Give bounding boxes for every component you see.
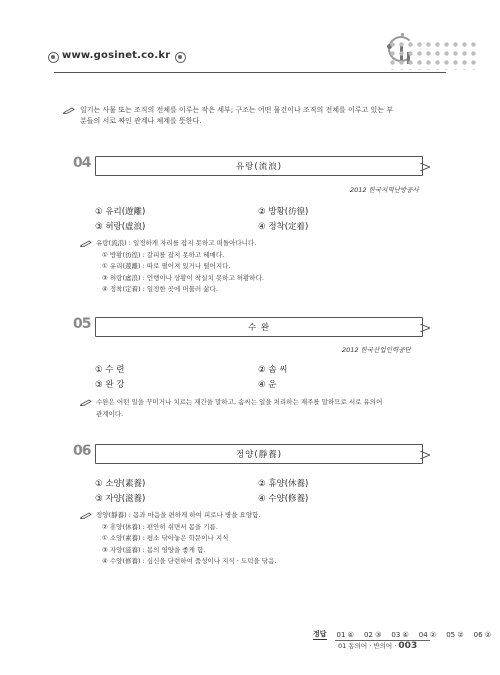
option-2: ② 방황(彷徨): [258, 207, 309, 217]
question-word-box: [95, 156, 423, 176]
explanation-line: 관계이다.: [96, 409, 124, 418]
option-2: ② 휴양(休養): [258, 479, 309, 489]
question-word-box: [95, 444, 423, 464]
explanation-line: ① 유리(遊離) : 따로 떨어져 있거나 떨어지다.: [102, 262, 231, 270]
explanation-line: ④ 수양(修養) : 심신을 단련하여 품성이나 지식 · 도덕을 닦음.: [102, 557, 277, 565]
pencil-icon: [63, 107, 76, 114]
pencil-icon: [80, 240, 93, 247]
question-source: 2012 한국산업인력공단: [342, 346, 411, 354]
pencil-icon: [80, 399, 93, 406]
explanation-line: ③ 자양(滋養) : 몸의 영양을 좋게 함.: [102, 545, 206, 554]
answer-item: 05 ②: [446, 630, 464, 639]
question-word: 수 완: [247, 323, 271, 333]
explanation-line: ① 방황(彷徨) : 갈피를 잡지 못하고 헤매다.: [102, 250, 225, 259]
option-4: ④ 정착(定着): [258, 222, 309, 232]
question-word-box: [95, 317, 423, 337]
explanation-line: 유랑(流浪) : 일정하게 자리를 잡지 못하고 떠돌아다니다.: [96, 239, 257, 247]
explanation-line: 정양(靜養) : 몸과 마음을 편하게 하여 피로나 병을 요양함.: [96, 511, 261, 519]
question-word: 정양(靜養): [235, 450, 283, 460]
explanation-line: ③ 허랑(虛浪) : 언행이나 상황이 착실치 못하고 허황하다.: [102, 273, 264, 282]
question-number: 05: [73, 316, 91, 332]
option-4: ④ 운: [258, 380, 277, 390]
question-number: 04: [73, 155, 91, 171]
explanation-line: ④ 정착(定着) : 일정한 곳에 머물러 삶다.: [102, 285, 218, 293]
option-1: ① 소양(素養): [95, 479, 146, 489]
arrow-tab-icon: [420, 451, 430, 459]
decorative-dot: [401, 33, 404, 36]
explanation: [96, 397, 426, 420]
answer-item: 02 ③: [363, 630, 382, 639]
decorative-dot-grid: [388, 40, 478, 70]
header-divider: [54, 72, 446, 73]
header-url: www.gosinet.co.kr: [62, 50, 171, 61]
explanation: [96, 510, 276, 568]
option-3: ③ 허랑(虛浪): [95, 222, 146, 232]
arrow-tab-icon: [420, 163, 430, 171]
arrow-tab-icon: [420, 324, 430, 332]
answer-label: 정답: [313, 630, 327, 638]
page-number: 003: [398, 641, 418, 651]
question-source: 2012 한국지역난방공사: [350, 186, 419, 194]
flower-icon: [48, 52, 59, 63]
answer-item: 04 ②: [418, 630, 437, 639]
explanation-line: ② 휴양(休養) : 편안히 쉬면서 몸을 기름.: [102, 522, 218, 531]
answer-item: 06 ②: [473, 630, 492, 639]
explanation-line: ① 소양(素養) : 평소 닦아놓은 학문이나 지식: [102, 534, 229, 542]
intro-line: 분들의 서로 짜인 관계나 체계를 뜻한다.: [80, 117, 202, 125]
option-2: ② 솜 씨: [258, 365, 288, 375]
answer-key: [313, 629, 491, 640]
option-1: ① 수 련: [95, 365, 125, 375]
footer-section: 01 동의어 · 반의어 ·: [338, 642, 397, 650]
answer-item: 01 ④: [336, 630, 354, 639]
question-number: 06: [73, 443, 91, 459]
option-3: ③ 자양(滋養): [95, 494, 146, 504]
answer-item: 03 ④: [391, 630, 409, 639]
explanation-line: 수완은 어떤 일을 꾸미거나 치르는 재간을 말하고, 솜씨는 일을 처리하는 재주를 말하므로 서로 유의어: [96, 398, 383, 406]
option-3: ③ 완 강: [95, 380, 125, 390]
option-1: ① 유리(遊離): [95, 207, 146, 217]
footer: [338, 641, 417, 651]
intro-explanation: [80, 105, 425, 127]
pencil-icon: [80, 512, 93, 519]
explanation: [96, 238, 264, 296]
flower-icon: [175, 52, 186, 63]
question-word: 유랑(流浪): [235, 162, 283, 172]
intro-line: 일기는 사물 또는 조직의 전체를 이루는 작은 세부; 구조는 어떤 물건이나 조직의 전체를 이루고 있는 부: [80, 106, 393, 114]
option-4: ④ 수양(修養): [258, 494, 309, 504]
